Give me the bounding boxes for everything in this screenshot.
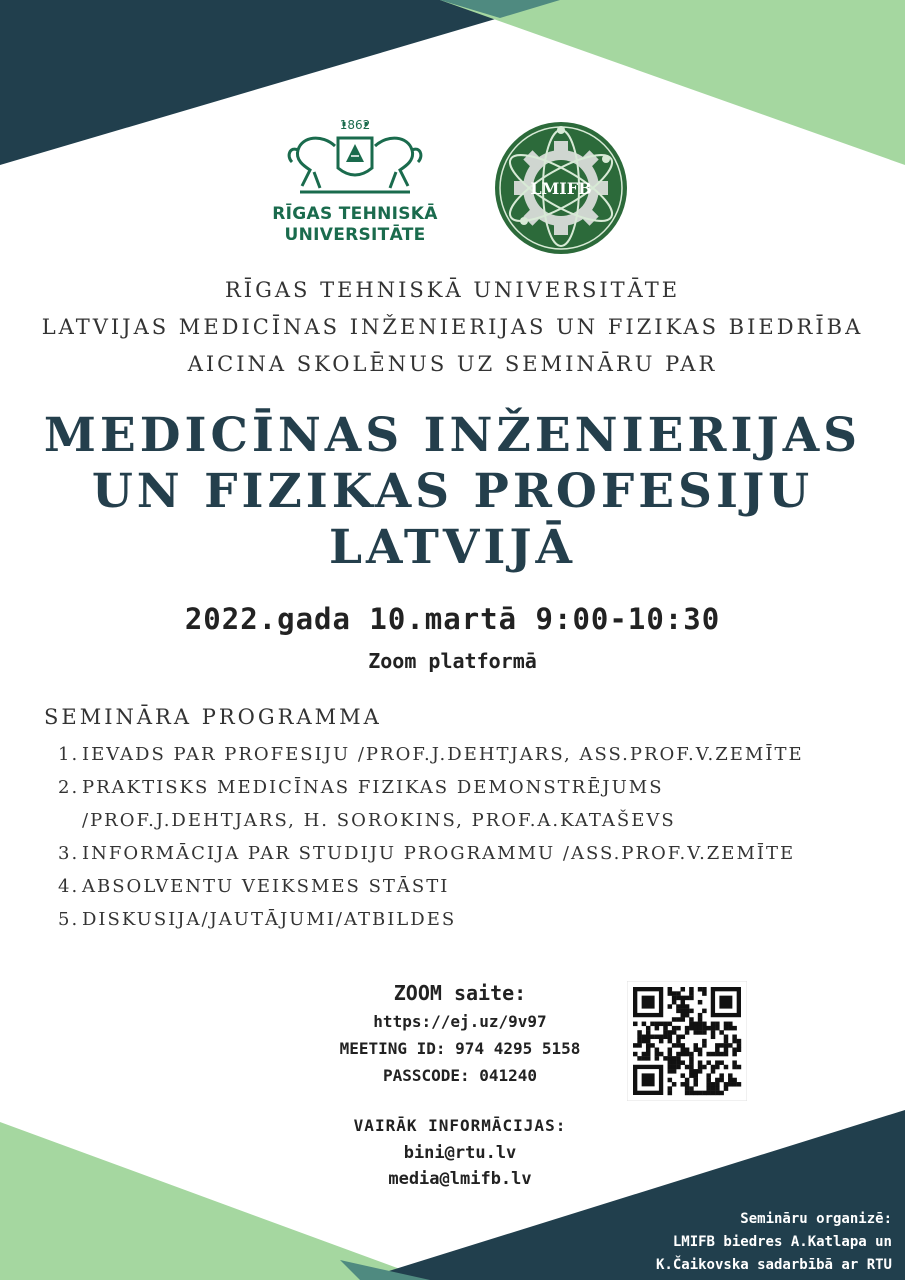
zoom-passcode: PASSCODE: 041240 [382, 1066, 538, 1085]
program-item-number: 1. [58, 744, 80, 765]
program-item-text: IEVADS PAR PROFESIJU /PROF.J.DEHTJARS, ASS.PROF.V.ZEMĪTE [82, 744, 804, 765]
program-item [58, 771, 878, 837]
zoom-heading: ZOOM saite: [393, 981, 527, 1005]
contact-heading: VAIRĀK INFORMĀCIJAS: [353, 1116, 567, 1135]
intro-line-invitation: AICINA SKOLĒNUS UZ SEMINĀRU PAR [187, 352, 718, 376]
contact-email-lmifb[interactable]: media@lmifb.lv [388, 1169, 532, 1189]
seminar-title-line1: MEDICĪNAS INŽENIERIJAS [43, 408, 862, 463]
lmifb-logo [494, 121, 628, 255]
program-heading: SEMINĀRA PROGRAMMA [44, 705, 382, 729]
rtu-logo-name [270, 204, 440, 246]
seminar-title [0, 408, 905, 576]
zoom-info [300, 978, 620, 1089]
program-item-text: INFORMĀCIJA PAR STUDIJU PROGRAMMU /ASS.PROF.V.ZEMĪTE [82, 843, 796, 864]
organizers-note [590, 1208, 900, 1277]
event-date: 2022.gada 10.martā 9:00-10:30 [184, 602, 721, 636]
program-item-text: DISKUSIJA/JAUTĀJUMI/ATBILDES [82, 909, 457, 930]
program-item-text: ABSOLVENTU VEIKSMES STĀSTI [82, 876, 450, 897]
organizers-line2: LMIFB biedres A.Katlapa un [672, 1234, 892, 1250]
program-item [58, 903, 878, 936]
intro-block [0, 272, 905, 383]
event-platform: Zoom platformā [368, 649, 537, 673]
zoom-link[interactable]: https://ej.uz/9v97 [373, 1012, 547, 1031]
lmifb-logo-text: LMIFB [530, 179, 592, 198]
seminar-title-line2: UN FIZIKAS PROFESIJU [91, 464, 814, 519]
program-item [58, 870, 878, 903]
program-item-number: 5. [58, 909, 80, 930]
intro-line-society: LATVIJAS MEDICĪNAS INŽENIERIJAS UN FIZIKAS BIEDRĪBA [41, 315, 864, 339]
program-item-text: PRAKTISKS MEDICĪNAS FIZIKAS DEMONSTRĒJUMS /PROF.J.DEHTJARS, H. SOROKINS, PROF.A.KATAŠEVS [82, 777, 676, 831]
program-item-number: 3. [58, 843, 80, 864]
intro-line-university: RĪGAS TEHNISKĀ UNIVERSITĀTE [224, 278, 681, 302]
zoom-meeting-id: MEETING ID: 974 4295 5158 [339, 1039, 581, 1058]
program-item [58, 738, 878, 771]
organizers-line3: K.Čaikovska sadarbībā ar RTU [655, 1257, 892, 1273]
program-item [58, 837, 878, 870]
svg-text:1862: 1862 [339, 118, 371, 132]
contact-info [300, 1112, 620, 1192]
rtu-emblem-icon [280, 116, 430, 200]
program-item-number: 2. [58, 777, 80, 798]
rtu-name-line1: RĪGAS TEHNISKĀ [272, 204, 438, 224]
program-item-number: 4. [58, 876, 80, 897]
rtu-name-line2: UNIVERSITĀTE [284, 225, 426, 245]
seminar-title-line3: LATVIJĀ [328, 520, 577, 575]
zoom-qr-code[interactable] [627, 981, 747, 1101]
organizers-line1: Semināru organizē: [740, 1211, 892, 1227]
rtu-logo [270, 116, 440, 256]
contact-email-rtu[interactable]: bini@rtu.lv [403, 1143, 517, 1163]
program-list [58, 738, 878, 936]
